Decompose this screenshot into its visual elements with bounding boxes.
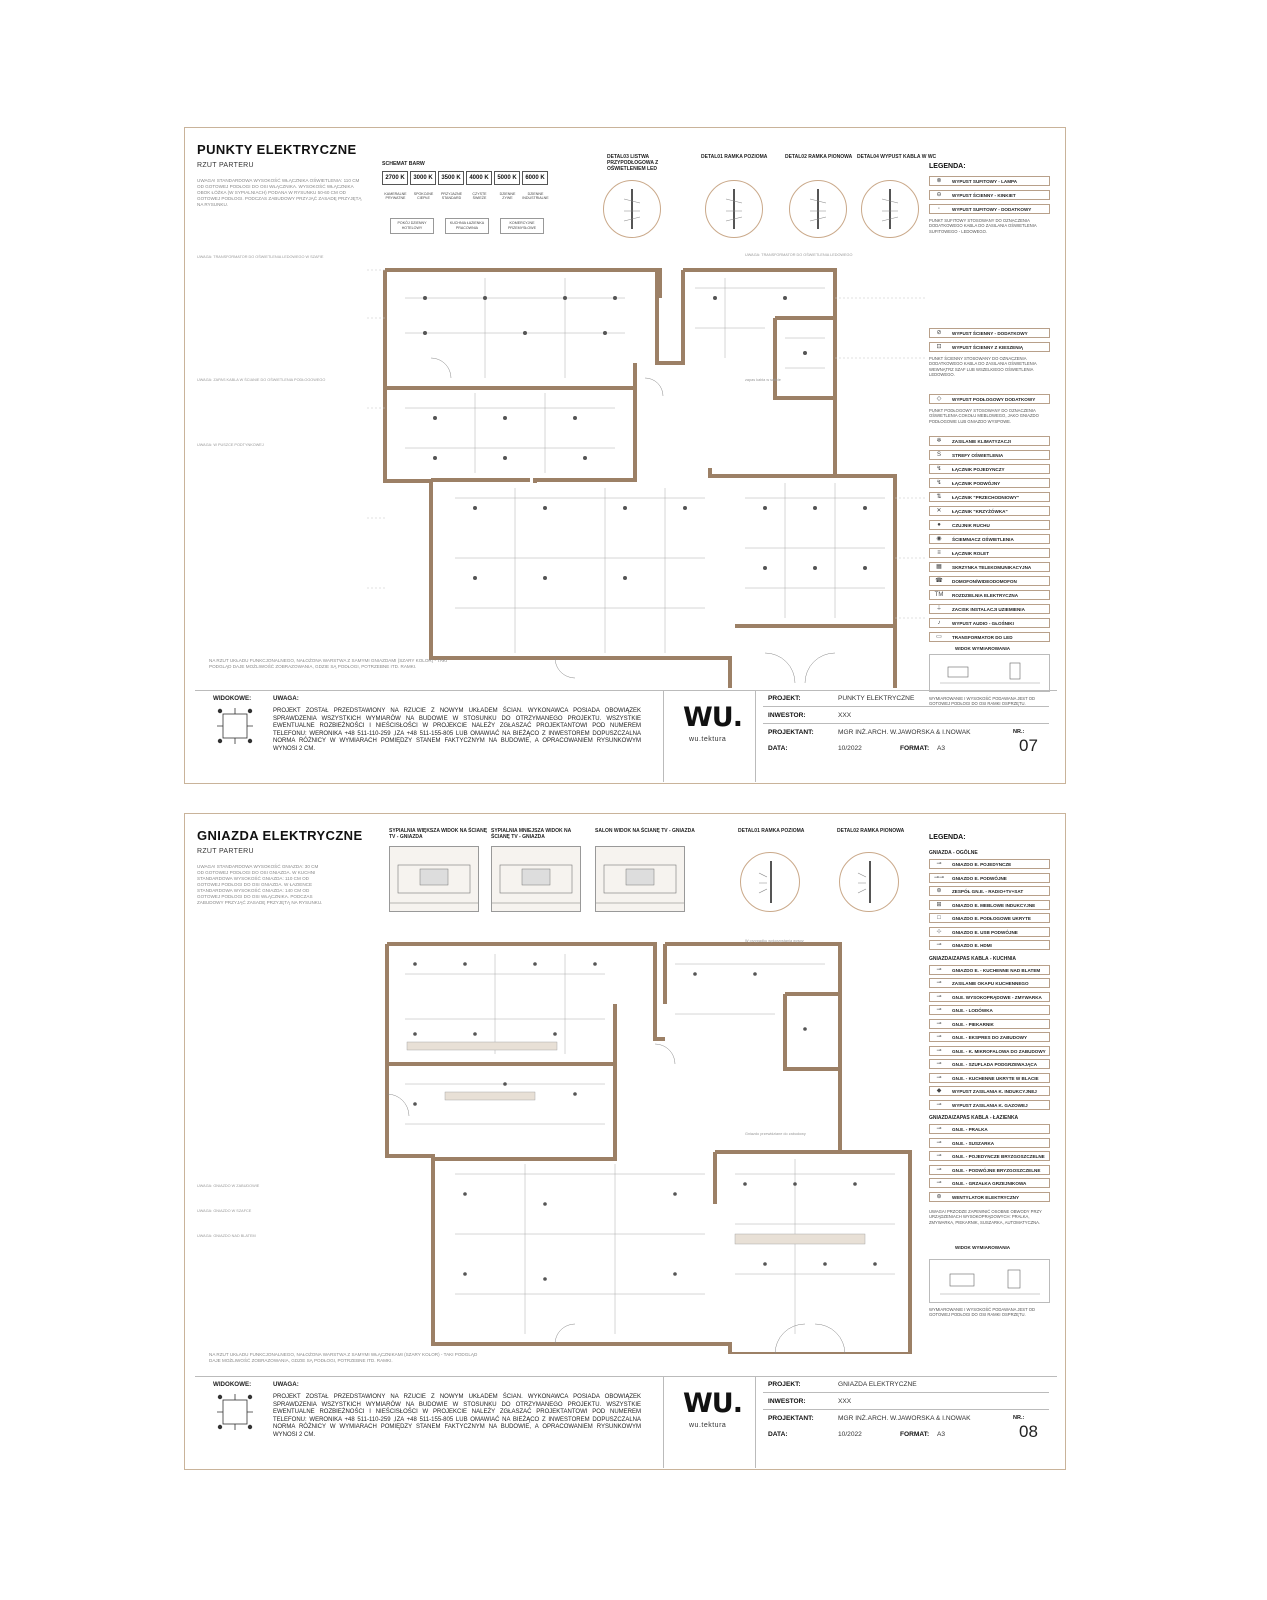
annotation: UWAGA: GNIAZDO W ZABUDOWIE [197,1184,260,1188]
legend-item-label: ŚCIEMNIACZ OŚWIETLENIA [952,537,1014,542]
project-label: PROJEKT: [768,695,801,702]
legend-symbol-icon: ⊞ [936,901,942,908]
legend-symbol-icon: ⊸ [936,1020,942,1027]
legend-symbol-icon: ⊸ [936,1074,942,1081]
annotation: W przypadku wykorzystania wyspy [745,939,804,943]
legend-item-label: GN.E. - POJEDYNCZE BRYZGOSZCZELNE [952,1154,1045,1159]
logo: WU. [683,702,742,733]
legend-item [929,534,1050,544]
legend-symbol-icon: ⊸ [936,1034,942,1040]
investor-value: XXX [838,1398,852,1405]
annotation: UWAGA: GNIAZDO W SZAFCE [197,1209,252,1213]
divider [763,1392,1049,1393]
dim-view-drawing [929,654,1050,692]
sheet-gniazda-elektryczne [184,813,1066,1470]
legend-symbol-icon: ♪ [937,620,941,626]
annotation: Gniazdo przewidziane do zabudowy [745,1132,806,1136]
legend-item [929,992,1050,1002]
views-label: WIDOKOWE: [213,695,252,702]
investor-label: INWESTOR: [768,712,806,719]
designer-label: PROJEKTANT: [768,1415,814,1422]
legend-item-label: WYPUST SUFITOWY - LAMPA [952,179,1018,184]
legend-item [929,1178,1050,1188]
legend-section-title: GNIAZDA/ZAPAS KABLA - KUCHNIA [929,955,1016,962]
legend-item [929,1086,1050,1096]
intro-note: UWAGA! STANDARDOWA WYSOKOŚĆ GNIAZDA: 30 CM OD GOTOWEJ PODŁOGI DO OSI GNIAZDA. W KUCHNI STANDARDOWA WYSOKOŚĆ GNIAZDA: 110 CM OD GOTOWEJ PODŁOGI DO OSI GNIAZDA. W ŁAZIENCE STANDARDOWA WYSOKOŚĆ GNIAZDA: 140 CM OD GOTOWEJ PODŁOGI DO OSI WŁĄCZNIKA. PODCZAS ZABUDOWY PRZYJĄĆ ZASADĘ PRZYJĘTĄ NA RYSUNKU. [197,864,323,905]
legend-symbol-icon: ↯ [936,466,942,472]
legend-item-label: GN.E. WYSOKOPRĄDOWE - ZMYWARKA [952,994,1042,1000]
legend-symbol-icon: ⊹ [936,928,942,935]
legend-item [929,436,1050,446]
remark-text: PROJEKT ZOSTAŁ PRZEDSTAWIONY NA RZUCIE Z NOWYM UKŁADEM ŚCIAN. WYKONAWCA POSIADA OBOWIĄZEK SPRAWDZENIA WSZYSTKICH WYMIARÓW NA BUDOWIE W STOSUNKU DO OTRZYMANEGO PROJEKTU. WSZYSTKIE EWENTUALNE ROZBIEŻNOŚCI I NIEŚCISŁOŚCI W PROJEKCIE NALEŻY ZGŁASZAĆ PROJEKTANTOWI POD NUMEREM TELEFONU: WERONIKA +48 511-110-259 ,IZA +48 511-155-805 LUB OMAWIAĆ NA BIEŻĄCO Z INWESTOREM DOPUSZCZALNA NORMA RÓŻNICY W WYMIARACH POMIĘDZY STANEM FAKTYCZNYM NA BUDOWIE, A OPRACOWANIEM RYSUNKOWYM WYNOSI 2 CM. [273,1394,641,1438]
legend-item [929,190,1050,200]
sheet-subtitle: RZUT PARTERU [197,162,254,169]
legend-note: PUNKT ŚCIENNY STOSOWANY DO OZNACZENIA DODATKOWEGO KABLA DO ZASILANIA OŚWIETLENIA WEWNĄTRZ SZAF LUB WSZELKIEGO OŚWIETLENIA LEDOWEGO. [929,356,1037,378]
format-value: A3 [937,1431,946,1438]
legend-symbol-icon: ⏚ [935,606,942,612]
logo-caption: wu.tektura [689,736,727,743]
legend-item-label: SKRZYNKA TELEKOMUNIKACYJNA [952,565,1032,570]
sheet-title: PUNKTY ELEKTRYCZNE [197,142,357,157]
legend-item-label: GN.E. - PRALKA [952,1127,988,1132]
legend-item-label: GNIAZDO E. HDMI [952,943,992,948]
legend-symbol-icon: ⊘ [936,330,942,336]
color-temp-swatch: 5000 K [494,171,520,185]
legend-item [929,1019,1050,1029]
legend-item [929,604,1050,614]
color-room-label: PRZYJAZNE STANDARD [441,192,462,201]
sheet-number: 08 [1019,1422,1038,1441]
legend-item [929,1005,1050,1015]
legend-symbol-icon: ⊸ [936,1139,942,1146]
format-label: FORMAT: [900,745,930,752]
legend-symbol-icon: ⊸ [936,1101,942,1108]
legend-item [929,328,1050,338]
legend-symbol-icon: ↯ [936,480,942,486]
legend-item [929,1151,1050,1161]
color-room-label: DZIENNE INDUSTRIALNE [522,192,549,201]
legend-symbol-icon: ◆ [936,1088,942,1094]
legend-item-label: WENTYLATOR ELEKTRYCZNY [952,1194,1020,1200]
room-tag: POKÓJ DZIENNY HOTELOWY [390,218,434,234]
legend-item [929,900,1050,910]
legend-item [929,873,1050,883]
legend-title: LEGENDA: [929,163,966,170]
legend-symbol-icon: ⊸ [936,1166,942,1173]
color-temp-swatch: 2700 K [382,171,408,185]
views-label: WIDOKOWE: [213,1381,252,1388]
investor-value: XXX [838,712,852,719]
legend-item-label: WYPUST PODŁOGOWY DODATKOWY [952,397,1036,402]
legend-item [929,1059,1050,1069]
legend-item-label: WYPUST ŚCIENNY - DODATKOWY [952,331,1028,336]
legend-item-label: ŁĄCZNIK POJEDYNCZY [952,467,1005,472]
legend-item [929,632,1050,642]
floor-plan-sockets [375,934,925,1354]
project-value: PUNKTY ELEKTRYCZNE [838,695,915,702]
legend-item-label: GNIAZDO E. - KUCHENNE NAD BLATEM [952,967,1041,973]
dim-view-title: WIDOK WYMIAROWANIA [955,646,1011,651]
detail-drawing [839,852,899,912]
color-room-label: DZIENNE ZYWE [499,192,516,201]
date-value: 10/2022 [838,745,862,752]
sheet-punkty-elektryczne [184,127,1066,784]
legend-item-label: ROZDZIELNIA ELEKTRYCZNA [952,593,1019,598]
format-label: FORMAT: [900,1431,930,1438]
designer-label: PROJEKTANT: [768,729,814,736]
legend-symbol-icon: ▭ [936,634,942,640]
color-temp-swatch: 4000 K [466,171,492,185]
legend-item [929,204,1050,214]
legend-symbol-icon: ⊸ [936,942,942,948]
date-label: DATA: [768,745,788,752]
legend-item [929,520,1050,530]
legend-symbol-icon: ⊸ [936,980,942,986]
legend-symbol-icon: ⊸ [936,861,942,867]
legend-item-label: ZACISK INSTALACJI UZIEMIENIA [952,607,1025,612]
legend-item-label: GNIAZDO E. PODWÓJNE [952,875,1007,881]
legend-symbol-icon: ⊸ [936,1047,942,1054]
legend-item [929,1138,1050,1148]
dim-view-title: WIDOK WYMIAROWANIA [955,1245,1011,1250]
legend-symbol-icon: ⊸ [936,1007,942,1013]
divider [195,690,1057,691]
legend-symbol-icon: ⊸ [936,1153,942,1159]
elevation-drawing [491,846,581,912]
date-label: DATA: [768,1431,788,1438]
logo: WU. [683,1388,742,1419]
dim-view-drawing [929,1259,1050,1303]
bottom-note: NA RZUT UKŁADU FUNKCJONALNEGO, NAŁOŻONA WARSTWA Z SAMYMI WŁĄCZNIKAMI (SZARY KOLOR) - TAKI PODGLĄD DAJE MOŻLIWOŚĆ ZOBRAZOWANIA, GDZIE SĄ PODŁOGI, POTRZEBNE ITD. RAMKI. [209,1352,478,1363]
legend-item [929,590,1050,600]
legend-item-label: CZUJNIK RUCHU [952,523,990,528]
legend-item [929,464,1050,474]
legend-item-label: WYPUST ŚCIENNY Z KIESZENIĄ [952,345,1024,350]
divider [763,706,1049,707]
legend-item-label: DOMOFON/WIDEODOMOFON [952,579,1017,584]
legend-symbol-icon: ⊡ [936,344,942,350]
legend-symbol-icon: ⊸ [936,1180,942,1186]
intro-note: UWAGA! STANDARDOWA WYSOKOŚĆ WŁĄCZNIKA OŚWIETLENIA: 110 CM OD GOTOWEJ PODŁOGI DO OSI WŁĄCZNIKA. WYSOKOŚĆ WŁĄCZNIKA OBOK ŁÓŻKA (W SYPIALNIACH) PODANA W RYSUNKU 50-60 CM OD GOTOWEJ PODŁOGI. PODCZAS ZABUDOWY PRZYJĄĆ ZASADĘ PRZYJĘTĄ NA RYSUNKU. [197,178,362,207]
legend-item-label: WYPUST SUFITOWY - DODATKOWY [952,207,1032,212]
divider [763,723,1049,724]
floor-plan-lighting [365,258,925,688]
detail-drawing [705,180,763,238]
color-temp-swatch: 6000 K [522,171,548,185]
legend-item [929,176,1050,186]
designer-value: MGR INŻ.ARCH. W.JAWORSKA & I.NOWAK [838,729,971,736]
legend-item-label: GNIAZDO E. POJEDYNCZE [952,862,1012,867]
legend-item-label: GN.E. - KUCHENNE UKRYTE W BLACIE [952,1075,1039,1081]
legend-symbol-icon: ⊸ [936,1061,942,1067]
detail-drawing [740,852,800,912]
legend-item [929,342,1050,352]
legend-symbol-icon: ⊸⊸ [934,874,945,881]
legend-item-label: GN.E. - PIEKARNIK [952,1021,994,1027]
elevation-drawing [595,846,685,912]
detail-drawing [861,180,919,238]
legend-symbol-icon: ◦ [937,206,941,212]
room-tag: KUCHNIA ŁAZIENKA PRACOWNIA [445,218,489,234]
legend-symbol-icon: S [936,452,941,458]
legend-section-title: GNIAZDA - OGÓLNE [929,850,978,856]
logo-caption: wu.tektura [689,1422,727,1429]
sheet-number-label: NR.: [1013,1415,1025,1421]
detail-title: DETAL01 RAMKA POZIOMA [738,828,805,834]
detail-title: DETAL01 RAMKA POZIOMA [701,154,768,160]
legend-item [929,859,1050,869]
detail-title: DETAL04 WYPUST KABLA W WC [857,154,937,160]
legend-item-label: ŁĄCZNIK "PRZECHODNIOWY" [952,495,1020,500]
legend-item [929,965,1050,975]
bottom-note: NA RZUT UKŁADU FUNKCJONALNEGO, NAŁOŻONA WARSTWA Z SAMYMI GNIAZDAMI (SZARY KOLOR) - TAKI PODGLĄD DAJE MOŻLIWOŚĆ ZOBRAZOWANIA, GDZIE SĄ PODŁOGI, POTRZEBNE ITD. RAMKI. [209,658,448,669]
elevation-title: SYPIALNIA WIĘKSZA WIDOK NA ŚCIANĘ TV - GNIAZDA [389,828,488,840]
legend-item-label: GN.E. - SZUFLADA PODGRZEWAJĄCA [952,1062,1038,1067]
legend-item [929,1124,1050,1134]
legend-symbol-icon: ◉ [936,536,942,542]
sheet-subtitle: RZUT PARTERU [197,848,254,855]
annotation: UWAGA: W PUSZCE PODTYNKOWEJ [197,443,264,447]
legend-item-label: WYPUST ZASILANIA K. GAZOWEJ [952,1102,1028,1108]
legend-item-label: GN.E. - K. MIKROFALOWA DO ZABUDOWY [952,1048,1046,1054]
divider [663,690,664,782]
legend-symbol-icon: □ [937,915,941,921]
legend-symbol-icon: ⊗ [936,178,942,184]
annotation: UWAGA: TRANSFORMATOR DO OŚWIETLENIA LEDOWEGO [745,253,853,257]
legend-item [929,1100,1050,1110]
legend-item-label: GNIAZDO E. PODŁOGOWE UKRYTE [952,916,1031,921]
elevation-drawing [389,846,479,912]
views-icon [215,706,255,746]
legend-item [929,913,1050,923]
legend-symbol-icon: ☎ [935,578,943,584]
legend-item [929,1032,1050,1042]
investor-label: INWESTOR: [768,1398,806,1405]
legend-symbol-icon: ⊛ [936,888,942,894]
legend-item-label: ŁĄCZNIK PODWÓJNY [952,481,1001,486]
legend-item [929,1073,1050,1083]
divider [763,1409,1049,1410]
divider [195,1376,1057,1377]
legend-item-label: GN.E. - PODWÓJNE BRYZGOSZCZELNE [952,1167,1041,1173]
detail-drawing [789,180,847,238]
legend-symbol-icon: ◇ [936,396,942,402]
legend-item-label: GN.E. - LODÓWKA [952,1008,993,1013]
legend-symbol-icon: ⊸ [936,993,942,1000]
legend-symbol-icon: ⊖ [936,192,942,198]
color-room-label: SPOKOJNE CIEPŁE [413,192,434,201]
date-value: 10/2022 [838,1431,862,1438]
annotation: UWAGA: TRANSFORMATOR DO OŚWIETLENIA LEDOWEGO W SZAFIE [197,255,324,259]
legend-title: LEGENDA: [929,834,966,841]
legend-item-label: GN.E. - GRZAŁKA GRZEJNIKOWA [952,1181,1027,1186]
room-tag: KOMERCYJNE PRZEMYSŁOWE [500,218,544,234]
remark-label: UWAGA: [273,695,299,702]
legend-item-label: ZASILANIE KLIMATYZACJI [952,439,1011,444]
detail-title: DETAL03 LISTWA PRZYPODŁOGOWA Z OŚWIETLENIEM LED [607,154,659,172]
color-temp-swatch: 3000 K [410,171,436,185]
legend-item-label: ZASILANIE OKAPU KUCHENNEGO [952,981,1029,986]
detail-title: DETAL02 RAMKA PIONOWA [837,828,905,834]
legend-symbol-icon: ❄ [936,438,942,444]
sheet-number-label: NR.: [1013,729,1025,735]
remark-text: PROJEKT ZOSTAŁ PRZEDSTAWIONY NA RZUCIE Z NOWYM UKŁADEM ŚCIAN. WYKONAWCA POSIADA OBOWIĄZEK SPRAWDZENIA WSZYSTKICH WYMIARÓW NA BUDOWIE W STOSUNKU DO OTRZYMANEGO PROJEKTU. WSZYSTKIE EWENTUALNE ROZBIEŻNOŚCI I NIEŚCISŁOŚCI W PROJEKCIE NALEŻY ZGŁASZAĆ PROJEKTANTOWI POD NUMEREM TELEFONU: WERONIKA +48 511-110-259 ,IZA +48 511-155-805 LUB OMAWIAĆ NA BIEŻĄCO Z INWESTOREM DOPUSZCZALNA NORMA RÓŻNICY W WYMIARACH POMIĘDZY STANEM FAKTYCZNYM NA BUDOWIE, A OPRACOWANIEM RYSUNKOWYM WYNOSI 2 CM. [273,708,641,752]
legend-item [929,618,1050,628]
legend-item [929,394,1050,404]
legend-item [929,506,1050,516]
sheet-number: 07 [1019,736,1038,755]
legend-item [929,978,1050,988]
legend-symbol-icon: ≡ [937,550,941,556]
designer-value: MGR INŻ.ARCH. W.JAWORSKA & I.NOWAK [838,1415,971,1422]
legend-item-label: WYPUST ZASILANIA K. INDUKCYJNEJ [952,1089,1037,1094]
legend [929,850,1051,1350]
detail-drawing [603,180,661,238]
dim-note: WYMIAROWANIE I WYSOKOŚĆ PODAWANA JEST OD GOTOWEJ PODŁOGI DO OSI RAMKI OSPRZĘTU. [929,696,1036,707]
format-value: A3 [937,745,946,752]
legend-item [929,940,1050,950]
color-room-label: KAMERALNE PRYWATNE [384,192,407,201]
legend-symbol-icon: ТМ [934,592,944,598]
legend-item [929,562,1050,572]
legend-item-label: TRANSFORMATOR DO LED [952,635,1013,640]
sheet-title: GNIAZDA ELEKTRYCZNE [197,828,363,843]
legend-item-label: ŁĄCZNIK "KRZYŻÓWKA" [952,509,1008,514]
legend-note: PUNKT SUFITOWY STOSOWANY DO OZNACZENIA DODATKOWEGO KABLA DO ZASILANIA OŚWIETLENIA SUFITOWEGO - LEDOWEGO. [929,218,1037,234]
legend [929,176,1051,707]
legend-item [929,450,1050,460]
legend-section-title: GNIAZDA/ZAPAS KABLA - ŁAZIENKA [929,1115,1019,1121]
project-value: GNIAZDA ELEKTRYCZNE [838,1381,917,1388]
legend-note: PUNKT PODŁOGOWY STOSOWANY DO OZNACZENIA OŚWIETLENIA COKOŁU MEBLOWEGO, JAKO GNIAZDO PODŁOGOWE LUB GNIAZDO WYSPOWE. [929,408,1039,424]
legend-symbol-icon: ● [937,522,941,528]
legend-item-label: GN.E. - EKSPRES DO ZABUDOWY [952,1035,1028,1040]
annotation: UWAGA: GNIAZDO NAD BLATEM [197,1234,256,1238]
elevation-title: SYPIALNIA MNIEJSZA WIDOK NA ŚCIANĘ TV - GNIAZDA [491,828,572,840]
legend-item-label: GN.E. - SUSZARKA [952,1140,995,1146]
legend-symbol-icon: ✕ [936,508,942,514]
annotation: UWAGA: ZAPAS KABLA W ŚCIANIE DO OŚWIETLENIA PODŁOGOWEGO [197,378,326,382]
legend-symbol-icon: ⊛ [936,1193,942,1200]
legend-item-label: STREFY OŚWIETLENIA [952,453,1004,458]
legend-item [929,1046,1050,1056]
legend-item [929,927,1050,937]
legend-note: UWAGA! PRZODZE ZAPEWNIĆ OSOBNE OBWODY PRZY URZĄDZENIACH WYSOKOPRĄDOWYCH: PRALKA, ZMYWARKA, PIEKARNIK, SUSZARKA, AUTOMATYCZNA. [929,1209,1042,1225]
legend-item-label: WYPUST ŚCIENNY - KINKIET [952,193,1016,198]
annotation: zapas kabla w suficie [745,378,781,382]
legend-item [929,478,1050,488]
legend-symbol-icon: ▦ [936,564,942,570]
legend-item [929,886,1050,896]
dim-note: WYMIAROWANIE I WYSOKOŚĆ PODAWANA JEST OD GOTOWEJ PODŁOGI DO OSI RAMKI OSPRZĘTU. [929,1307,1036,1318]
detail-title: DETAL02 RAMKA PIONOWA [785,154,853,160]
legend-item [929,576,1050,586]
color-scheme-title: SCHEMAT BARW [382,161,425,167]
legend-item-label: ŁĄCZNIK ROLET [952,551,990,556]
divider [755,1376,756,1468]
color-room-label: CZYSTE ŚWIEŻE [472,192,487,201]
project-label: PROJEKT: [768,1381,801,1388]
legend-item-label: ZESPÓŁ GN.E. - RADIO+TV+SAT [952,889,1024,894]
divider [755,690,756,782]
remark-label: UWAGA: [273,1381,299,1388]
legend-item [929,492,1050,502]
views-icon [215,1392,255,1432]
legend-item [929,1165,1050,1175]
legend-symbol-icon: ⊸ [936,1126,942,1132]
legend-item [929,1192,1050,1202]
legend-item-label: GNIAZDO E. USB PODWÓJNE [952,929,1018,935]
legend-item-label: GNIAZDO E. MEBLOWE INDUKCYJNE [952,902,1036,908]
legend-symbol-icon: ⇅ [936,494,942,500]
legend-symbol-icon: ⊸ [936,966,942,973]
legend-item-label: WYPUST AUDIO - GŁOŚNIKI [952,621,1014,626]
color-temp-swatch: 3500 K [438,171,464,185]
elevation-title: SALON WIDOK NA ŚCIANĘ TV - GNIAZDA [595,828,695,834]
divider [663,1376,664,1468]
legend-item [929,548,1050,558]
